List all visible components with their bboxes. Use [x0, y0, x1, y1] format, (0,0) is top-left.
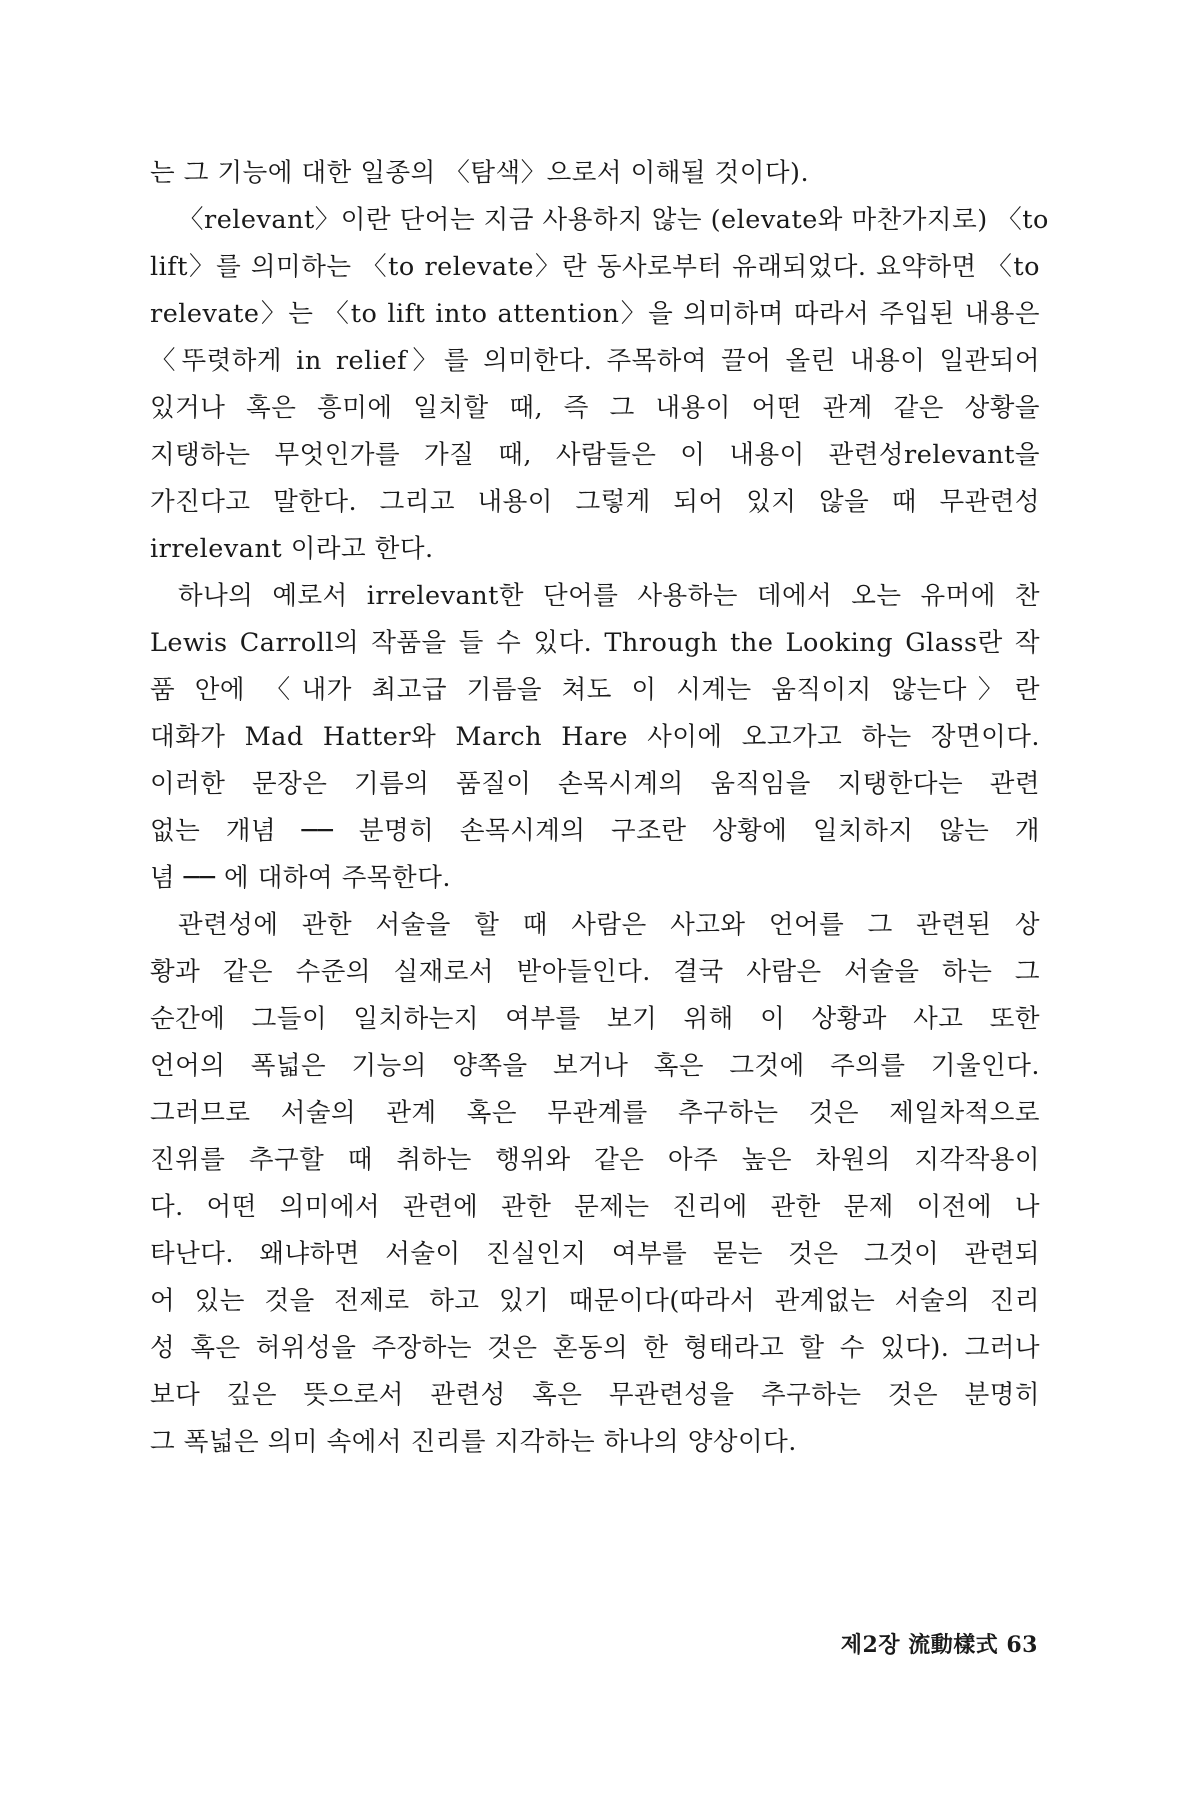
text-line: 순간에 그들이 일치하는지 여부를 보기 위해 이 상황과 사고 또한 — [150, 1004, 1040, 1034]
paragraph — [150, 573, 1040, 902]
text-line: 관련성에 관한 서술을 할 때 사람은 사고와 언어를 그 관련된 상 — [178, 910, 1040, 940]
text-line: 념 ── 에 대하여 주목한다. — [150, 863, 451, 893]
text-line: 가진다고 말한다. 그리고 내용이 그렇게 되어 있지 않을 때 무관련성 — [150, 487, 1040, 517]
text-line: 없는 개념 ── 분명히 손목시계의 구조란 상황에 일치하지 않는 개 — [150, 816, 1040, 846]
text-line: 대화가 Mad Hatter와 March Hare 사이에 오고가고 하는 장면이다. — [150, 722, 1040, 752]
text-line: 보다 깊은 뜻으로서 관련성 혹은 무관련성을 추구하는 것은 분명히 — [150, 1380, 1040, 1410]
chapter-title: 제2장 流動樣式 — [840, 1632, 999, 1658]
text-line: 품 안에 〈내가 최고급 기름을 쳐도 이 시계는 움직이지 않는다〉란 — [150, 675, 1040, 705]
text-line: 타난다. 왜냐하면 서술이 진실인지 여부를 묻는 것은 그것이 관련되 — [150, 1239, 1040, 1269]
paragraph — [150, 902, 1040, 1466]
text-line: 언어의 폭넓은 기능의 양쪽을 보거나 혹은 그것에 주의를 기울인다. — [150, 1051, 1040, 1081]
text-line: 하나의 예로서 irrelevant한 단어를 사용하는 데에서 오는 유머에 찬 — [178, 581, 1040, 611]
paragraph — [150, 150, 1040, 197]
text-line: relevate〉는 〈to lift into attention〉을 의미하며 따라서 주입된 내용은 — [150, 299, 1040, 329]
text-line: 성 혹은 허위성을 주장하는 것은 혼동의 한 형태라고 할 수 있다). 그러나 — [150, 1333, 1040, 1363]
text-line: 있거나 혹은 흥미에 일치할 때, 즉 그 내용이 어떤 관계 같은 상황을 — [150, 393, 1040, 423]
page-number: 63 — [1006, 1632, 1038, 1658]
text-line: 황과 같은 수준의 실재로서 받아들인다. 결국 사람은 서술을 하는 그 — [150, 957, 1040, 987]
page-footer — [841, 1628, 1038, 1659]
text-line: 〈뚜렷하게 in relief〉를 의미한다. 주목하여 끌어 올린 내용이 일관되어 — [150, 346, 1040, 376]
text-line: 는 그 기능에 대한 일종의 〈탐색〉으로서 이해될 것이다). — [150, 158, 810, 188]
text-line: 지탱하는 무엇인가를 가질 때, 사람들은 이 내용이 관련성relevant을 — [150, 440, 1040, 470]
page-body — [150, 150, 1049, 1466]
text-line: 이러한 문장은 기름의 품질이 손목시계의 움직임을 지탱한다는 관련 — [150, 769, 1040, 799]
text-line: 〈relevant〉이란 단어는 지금 사용하지 않는 (elevate와 마찬가지로) 〈to — [178, 205, 1049, 235]
text-line: 그러므로 서술의 관계 혹은 무관계를 추구하는 것은 제일차적으로 — [150, 1098, 1040, 1128]
text-line: Lewis Carroll의 작품을 들 수 있다. Through the Looking Glass란 작 — [150, 628, 1040, 658]
text-line: 진위를 추구할 때 취하는 행위와 같은 아주 높은 차원의 지각작용이 — [150, 1145, 1040, 1175]
text-line: 어 있는 것을 전제로 하고 있기 때문이다(따라서 관계없는 서술의 진리 — [150, 1286, 1040, 1316]
text-line: lift〉를 의미하는 〈to relevate〉란 동사로부터 유래되었다. 요약하면 〈to — [150, 252, 1040, 282]
text-line: 다. 어떤 의미에서 관련에 관한 문제는 진리에 관한 문제 이전에 나 — [150, 1192, 1040, 1222]
text-line: 그 폭넓은 의미 속에서 진리를 지각하는 하나의 양상이다. — [150, 1427, 797, 1457]
paragraph — [150, 197, 1049, 573]
text-line: irrelevant 이라고 한다. — [150, 534, 434, 564]
